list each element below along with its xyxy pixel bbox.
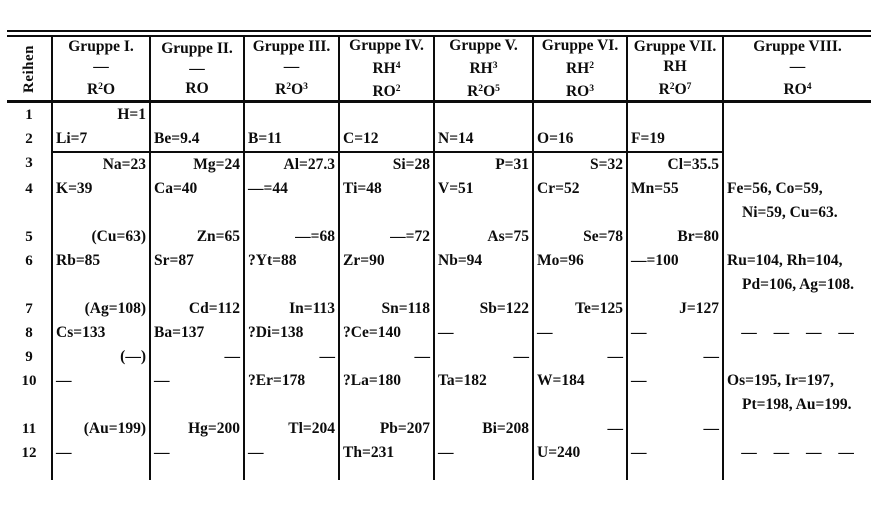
group-header-2 (149, 37, 243, 100)
element-cell: J=127 (626, 297, 722, 321)
element-cell: Cl=35.5 (626, 151, 722, 177)
group-name: Gruppe II. (161, 39, 233, 57)
reihen-column-header (7, 37, 51, 100)
element-cell: (Au=199) (51, 417, 149, 441)
superscript: 2 (589, 59, 595, 71)
element-cell: ?La=180 (338, 369, 433, 417)
series-row-1 (7, 103, 871, 127)
group-name: Gruppe V. (449, 37, 518, 54)
group8-dash-line: — — — — (741, 324, 854, 341)
element-cell: Si=28 (338, 151, 433, 177)
element-cell: Ca=40 (149, 177, 243, 225)
group8-elements-line: Pd=106, Ag=108. (742, 276, 855, 293)
group-hydride-formula: — (189, 59, 205, 77)
group8-cell (722, 151, 871, 177)
series-number: 10 (21, 373, 37, 389)
group-oxide-formula: $R^2O^5$ (467, 82, 500, 100)
element-cell: — (626, 441, 722, 465)
group-hydride-formula: $RH^4$ (372, 59, 401, 77)
element-cell: —=44 (243, 177, 338, 225)
element-cell (243, 103, 338, 127)
spacer-cell (626, 465, 722, 480)
element-cell: Rb=85 (51, 249, 149, 297)
element-cell: Mn=55 (626, 177, 722, 225)
series-number: 1 (25, 107, 33, 123)
series-number: 11 (21, 421, 37, 437)
element-cell: (Cu=63) (51, 225, 149, 249)
series-number: 2 (25, 131, 33, 147)
group-oxide-formula: $R^2O^3$ (275, 80, 308, 98)
group8-elements-line: Ru=104, Rh=104, (727, 252, 843, 269)
element-cell: — (433, 345, 532, 369)
element-cell: ?Ce=140 (338, 321, 433, 345)
element-cell: —=68 (243, 225, 338, 249)
series-number: 9 (25, 349, 33, 365)
element-cell: — (51, 369, 149, 417)
group8-elements-line: Os=195, Ir=197, (727, 372, 834, 389)
element-cell: As=75 (433, 225, 532, 249)
group-oxide-formula: $RO^2$ (372, 82, 401, 100)
spacer-cell (243, 465, 338, 480)
series-row-4 (7, 177, 871, 225)
series-row-9 (7, 345, 871, 369)
superscript: 2 (98, 81, 103, 92)
element-cell: Br=80 (626, 225, 722, 249)
element-cell: S=32 (532, 151, 626, 177)
element-cell: ?Di=138 (243, 321, 338, 345)
group8-cell (722, 177, 871, 225)
element-cell: — (626, 321, 722, 345)
element-cell: Na=23 (51, 151, 149, 177)
element-cell: C=12 (338, 127, 433, 151)
group-oxide-formula: $RO^3$ (565, 82, 595, 100)
element-cell: ?Er=178 (243, 369, 338, 417)
series-number: 8 (25, 325, 33, 341)
element-cell: (—) (51, 345, 149, 369)
group-header-4 (338, 37, 433, 100)
element-cell: Tl=204 (243, 417, 338, 441)
periodic-table (7, 30, 871, 480)
element-cell: Ba=137 (149, 321, 243, 345)
element-cell: (Ag=108) (51, 297, 149, 321)
series-number: 5 (25, 229, 33, 245)
group8-cell (722, 225, 871, 249)
group-hydride-formula: — (283, 58, 300, 75)
element-cell: W=184 (532, 369, 626, 417)
element-cell: — (532, 345, 626, 369)
element-cell: Cs=133 (51, 321, 149, 345)
element-cell: Sb=122 (433, 297, 532, 321)
series-row-3 (7, 151, 871, 177)
series-row-10 (7, 369, 871, 417)
element-cell: Hg=200 (149, 417, 243, 441)
element-cell: P=31 (433, 151, 532, 177)
element-cell: —=100 (626, 249, 722, 297)
element-cell: Ta=182 (433, 369, 532, 417)
element-cell: B=11 (243, 127, 338, 151)
group-header-6 (532, 37, 626, 100)
element-cell: V=51 (433, 177, 532, 225)
series-row-11 (7, 417, 871, 441)
group8-elements-line: Fe=56, Co=59, (727, 180, 823, 197)
element-cell: — (338, 345, 433, 369)
element-cell: Nb=94 (433, 249, 532, 297)
element-cell: In=113 (243, 297, 338, 321)
element-cell: —=72 (338, 225, 433, 249)
group-oxide-formula: $R^2O$ (86, 80, 116, 98)
spacer-cell (722, 465, 871, 480)
element-cell: — (243, 441, 338, 465)
spacer-cell (433, 465, 532, 480)
element-cell: U=240 (532, 441, 626, 465)
group-hydride-formula: $RH^3$ (469, 59, 498, 77)
element-cell: — (433, 321, 532, 345)
group-name: Gruppe III. (252, 38, 331, 55)
element-cell: Sr=87 (149, 249, 243, 297)
group-oxide-formula: $RO^4$ (783, 80, 812, 98)
element-cell: N=14 (433, 127, 532, 151)
table-body (7, 103, 871, 480)
series-number: 6 (25, 253, 33, 269)
group8-cell (722, 249, 871, 297)
element-cell: — (149, 369, 243, 417)
superscript: 7 (686, 81, 692, 92)
element-cell: Pb=207 (338, 417, 433, 441)
bottom-spacer (7, 465, 871, 480)
element-cell: O=16 (532, 127, 626, 151)
series-row-2 (7, 127, 871, 151)
element-cell: Te=125 (532, 297, 626, 321)
superscript: 2 (395, 82, 401, 94)
group-name: Gruppe IV. (349, 37, 424, 54)
group-oxide-formula: $R^2O^7$ (658, 80, 692, 98)
group8-cell (722, 321, 871, 345)
element-cell: Al=27.3 (243, 151, 338, 177)
group8-cell (722, 417, 871, 441)
series-number: 4 (25, 181, 33, 197)
spacer-cell (532, 465, 626, 480)
series-row-6 (7, 249, 871, 297)
element-cell: — (532, 417, 626, 441)
element-cell: Cd=112 (149, 297, 243, 321)
superscript: 4 (395, 59, 401, 71)
element-cell: Be=9.4 (149, 127, 243, 151)
superscript: 3 (589, 82, 595, 94)
group8-cell (722, 441, 871, 465)
group-header-3 (243, 37, 338, 100)
element-cell: — (626, 369, 722, 417)
group-name: Gruppe VIII. (753, 38, 842, 55)
spacer-cell (149, 465, 243, 480)
group-header-8 (722, 37, 871, 100)
superscript: 2 (286, 81, 292, 92)
element-cell: Sn=118 (338, 297, 433, 321)
group8-cell (722, 103, 871, 127)
spacer-cell (51, 465, 149, 480)
spacer-cell (7, 465, 51, 480)
series-row-12 (7, 441, 871, 465)
element-cell (338, 103, 433, 127)
series-row-5 (7, 225, 871, 249)
series-number: 7 (25, 301, 33, 317)
superscript: 3 (492, 59, 498, 71)
element-cell: F=19 (626, 127, 722, 151)
element-cell: — (532, 321, 626, 345)
superscript: 3 (303, 81, 308, 92)
superscript: 2 (478, 82, 484, 94)
element-cell: K=39 (51, 177, 149, 225)
group8-elements-line: Pt=198, Au=199. (742, 396, 852, 413)
element-cell (149, 103, 243, 127)
element-cell (532, 103, 626, 127)
spacer-cell (338, 465, 433, 480)
element-cell (433, 103, 532, 127)
series-number: 12 (21, 445, 37, 461)
element-cell: — (243, 345, 338, 369)
group-name: Gruppe I. (68, 38, 134, 55)
header-row (7, 37, 871, 103)
element-cell: Cr=52 (532, 177, 626, 225)
group-name: Gruppe VII. (633, 38, 717, 55)
group-hydride-formula: — (93, 58, 109, 75)
group-header-5 (433, 37, 532, 100)
element-cell: Li=7 (51, 127, 149, 151)
element-cell: — (149, 441, 243, 465)
element-cell: Bi=208 (433, 417, 532, 441)
element-cell: — (149, 345, 243, 369)
superscript: 5 (495, 82, 500, 94)
element-cell (626, 103, 722, 127)
series-row-8 (7, 321, 871, 345)
group8-cell (722, 297, 871, 321)
element-cell: Mo=96 (532, 249, 626, 297)
group-hydride-formula: RH (663, 58, 687, 75)
element-cell: — (626, 417, 722, 441)
superscript: 2 (669, 81, 675, 92)
series-number: 3 (25, 155, 33, 171)
group8-cell (722, 345, 871, 369)
reihen-label: Reihen (21, 44, 37, 93)
superscript: 4 (806, 81, 812, 92)
element-cell: — (51, 441, 149, 465)
group-header-1 (51, 37, 149, 100)
group-hydride-formula: — (789, 58, 806, 75)
element-cell: Se=78 (532, 225, 626, 249)
top-double-rule (7, 30, 871, 37)
group8-dash-line: — — — — (741, 444, 854, 461)
element-cell: H=1 (51, 103, 149, 127)
group-header-7 (626, 37, 722, 100)
element-cell: Zn=65 (149, 225, 243, 249)
group-name: Gruppe VI. (541, 37, 619, 54)
element-cell: — (626, 345, 722, 369)
series-row-7 (7, 297, 871, 321)
element-cell: — (433, 441, 532, 465)
element-cell: Zr=90 (338, 249, 433, 297)
group8-cell (722, 127, 871, 151)
group-hydride-formula: $RH^2$ (565, 59, 595, 77)
group-oxide-formula: RO (185, 79, 209, 97)
element-cell: Th=231 (338, 441, 433, 465)
element-cell: Ti=48 (338, 177, 433, 225)
group8-elements-line: Ni=59, Cu=63. (742, 204, 838, 221)
element-cell: ?Yt=88 (243, 249, 338, 297)
group8-cell (722, 369, 871, 417)
element-cell: Mg=24 (149, 151, 243, 177)
